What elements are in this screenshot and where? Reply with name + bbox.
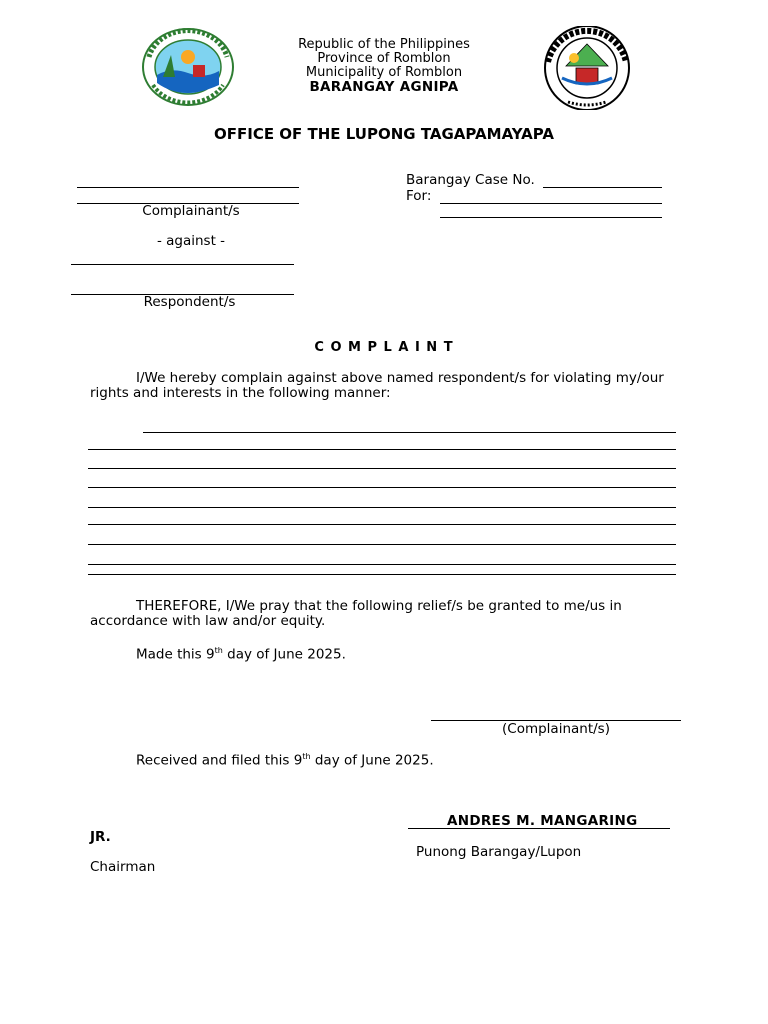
for-line-2 (440, 217, 662, 218)
signatory-line (408, 828, 670, 829)
made-sup: th (214, 646, 223, 655)
case-no-label: Barangay Case No. (406, 172, 535, 188)
complainant-label: Complainant/s (142, 203, 240, 219)
for-line-1 (440, 203, 662, 204)
complaint-title: C O M P L A I N T (314, 340, 454, 355)
for-label: For: (406, 188, 432, 204)
header-barangay: BARANGAY AGNIPA (309, 79, 459, 95)
signatory-title-right: Punong Barangay/Lupon (416, 844, 582, 860)
case-no-line (543, 187, 662, 188)
complaint-line-5 (88, 507, 676, 508)
complaint-line-2 (88, 449, 676, 450)
made-suffix: day of June 2025. (222, 646, 346, 663)
received-prefix: Received and filed this 9 (136, 752, 303, 769)
complaint-line-3 (88, 468, 676, 469)
complaint-line-4 (88, 487, 676, 488)
against-label: - against - (156, 233, 226, 249)
header-municipality: Municipality of Romblon (305, 65, 463, 80)
office-title: OFFICE OF THE LUPONG TAGAPAMAYAPA (214, 125, 554, 143)
complainant-signature-label: (Complainant/s) (502, 721, 610, 737)
complaint-line-6 (88, 524, 676, 525)
received-date-line (136, 752, 434, 769)
signatory-name: ANDRES M. MANGARING (447, 813, 638, 829)
header-country: Republic of the Philippines (298, 37, 470, 52)
signatory-suffix: JR. (90, 829, 111, 845)
made-date-line (136, 646, 346, 663)
municipality-seal-logo (540, 26, 634, 110)
complaint-line-8 (88, 564, 676, 565)
complainant-name-line-1 (77, 187, 299, 188)
intro-paragraph: I/We hereby complain against above named respondent/s for violating my/our rights and interests in the following manner: (90, 370, 664, 401)
received-sup: th (302, 752, 311, 761)
made-prefix: Made this 9 (136, 646, 215, 663)
header-province: Province of Romblon (317, 51, 451, 66)
complaint-line-1 (143, 432, 676, 433)
barangay-seal-logo (141, 27, 235, 107)
respondent-name-line-1 (71, 264, 294, 265)
complaint-line-7 (88, 544, 676, 545)
complaint-line-9 (88, 574, 676, 575)
signatory-title-left: Chairman (90, 859, 156, 875)
therefore-paragraph: THEREFORE, I/We pray that the following relief/s be granted to me/us in accordance with law and/or equity. (90, 598, 622, 629)
received-suffix: day of June 2025. (310, 752, 434, 769)
respondent-label: Respondent/s (143, 294, 236, 310)
